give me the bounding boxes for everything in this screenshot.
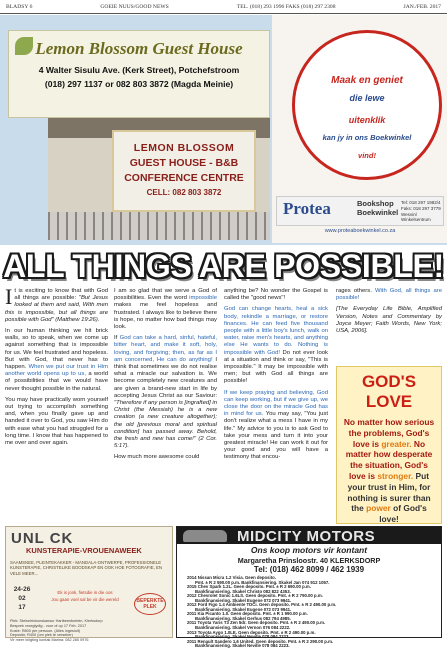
col2-p3: How much more awesome could [114,454,200,461]
building-sign-line3: CONFERENCE CENTRE [124,172,244,184]
gods-love-l7: of God's love! [379,503,427,525]
issue-date: JAN./FEB. 2017 [403,3,441,10]
limited-space-stamp: BEPERKTE PLEK [134,593,166,615]
col2-p1c: makes me feel hopeless and frustrated. I always like to believe there is hope, no matter how bad things may look. [114,302,217,331]
car-listing: 2011 Renault Sandero 1.6 United. Geen deposito. Pmt. ± R 2 290.00 p.m. [187,638,334,644]
car-listing: 2012 Ford Figo 1.4 Ambiente TDCi. Geen deposito. Pmt. ± R 2 490.00 p.m. [187,602,337,608]
drop-cap: I [5,284,13,309]
car-listing: Bankfinansiering. Skakel Vernon 076 084 2222. [195,625,291,631]
car-listing: Bankfinansiering. Skakel Christo 082 822 4353. [195,588,291,594]
unlock-logo: UNL CK [11,530,74,547]
guesthouse-phones: (018) 297 1137 or 082 803 3872 (Magda Meinie) [44,79,234,89]
car-listing: 2013 Toyota Aygo 1.0LE. Geen deposito. Pmt. ± R 2 490.00 p.m. [187,629,316,635]
page-number: BLADSY 6 [6,3,33,10]
building-sign-line2: GUEST HOUSE - B&B [129,157,239,169]
page-header [0,0,447,14]
car-listing: 2015 Chev Spark 1.2L. Geen deposito. Pmt. ± R 2 690.00 p.m. [187,584,311,590]
gods-love-l4: stronger. [377,470,414,481]
col1-p2a: In our human thinking we hit brick walls, so to speak, when we come up against something that is impossible for us. We feel frustrated and hopeless. But with God, that never has to happen. [5,328,108,371]
gods-love-l5: Put your trust in Him, for nothing is surer than the [347,470,431,514]
col4-p1b: With God, all things are possible! [336,288,442,302]
unlock-date: 24-26 02 17 [13,586,31,611]
building-sign-line4: CELL: 082 803 3872 [146,188,222,197]
protea-logo: Protea [283,199,331,218]
guesthouse-address: 4 Walter Sisulu Ave. (Kerk Street), Potchefstroom [38,65,240,75]
circle-line-1: Maak en geniet [331,75,403,86]
car-listing: Bankfinansiering. Skakel Gerhus 082 794 4985. [195,615,291,621]
col2-p2a: If [114,335,120,342]
article-column-2 [114,288,217,466]
circle-line-4: kan jy in ons Boekwinkel [322,133,412,142]
col3-p3a: If we keep praying and believing, God can keep working, but if we give up, we close the door on the miracle God has in mind for us. [224,389,328,418]
car-listing: 2011 Toyota Yaris T3 Zen 5dr. Geen deposito. Pmt. ± R 2 490.00 p.m. [187,620,326,626]
col2-p1b: impossible [189,295,217,302]
paper-contact: TEL. (018) 293 1996 FAKS (018) 297 2308 [236,3,336,10]
car-listing: 2014 Nissan Micra 1.2 Visia. Geen deposito. [187,575,277,580]
circle-line-5: vind! [358,151,376,160]
guesthouse-name: Lemon Blossom Guest House [35,39,243,58]
car-listing: 2012 Chevrolet Sonic 1.6LS. Geen deposito. Pmt. ± R 2 790.00 p.m. [187,593,323,599]
building-sign [112,130,256,212]
midcity-banner [177,527,441,544]
unlock-subtitle: KUNSTERAPIE-VROUENAWEEK [26,546,142,555]
guesthouse-sign [8,30,270,118]
car-listing: Bankfinansiering. Skakel Neville 078 084 2223. [195,634,290,640]
midcity-phone: Tel: (018) 462 8099 / 462 1939 [253,565,365,574]
col3-p1: anything be? No wonder the Gospel is called the "good news"! [224,288,328,302]
article-column-3 [224,288,328,466]
gods-love-box [336,366,442,524]
unlock-details: Plek: Stelselrinkunskansur Hartbeesfontein, Klerksdorp Besprek vroegtydig - voor of op 17 Feb. 2017 Koste: R800 per persoon. (Alles ingesluit) Deposito: R400 (om plek te verseker) Vir meer inligting kontak Marina: 082 285 0976 [10,619,103,643]
col1-p1a: t is exciting to know that with God all things are possible: [14,288,108,302]
article-column-1 [5,284,109,451]
unlock-tagline: Ek is jonk, fietsdie in die oos Jou gaan voel sal be vir die wereld [51,590,119,602]
protea-url: www.proteaboekwinkel.co.za [324,228,396,234]
midcity-street: Margaretha Prinsloostr. 40 KLERKSDORP [237,556,381,565]
col4-p1a: rages others. [336,288,375,294]
col3-p2a: God can change hearts, heal a sick body, rekindle a marriage, or restore finances. He can feed five thousand people with a little boy's lunch, walk on water, raise men's hearts, and anything else He wants to do. Nothing is impossible with God! [224,306,328,356]
unlock-activities: SAAMSNEE, PLEINTEKAKKER - MANDALA-ONTWERPE, PROFESSIONELE KUNSTERAPIE, CHRISTELIKE BOODSKAP EN OOK HOE FOTOGRAFIE, EN VELE MEER... [10,560,162,576]
col2-p2d: "Therefore if any person is [ingrafted] in Christ (the Messiah) he is a new creation (a new creature altogether); the old [previous moral and spiritual condition] has passed away. Behold, the fresh and new has come!" (2 Cor. 5:17). [114,400,217,450]
col2-p2c: I think that sometimes we do not realise what a miracle our salvation is. We become completely new creatures and are given a brand-new start in life by accepting Jesus Christ as our Saviour: [114,356,218,399]
unlock-ad [5,526,173,643]
col2-p1a: I am so glad that we serve a God of possibilities. Even the word [114,288,217,302]
col3-p2b: Do not ever look at a situation and think or say, "This is impossible." It may be impossible with men; but with God all things are possible! [224,349,328,385]
protea-contact: Tel: 018 297 1982/4 Faks: 018 297 3779 Wesvinl Winkelsentrum [401,200,441,223]
gods-love-l3: No matter how desperate the situation, God's love is [345,438,433,481]
col1-p1b: "But Jesus looked at them and said, With men this is impossible, but all things are possible with God" (Matthew 19:26). [5,295,108,323]
col2-p2b: God can take a hard, sinful, hateful, bitter heart, and make it soft, holy, loving, and forgiving; then, as far as I am concerned, He can do anything! [114,335,217,363]
car-listing: 2011 Kia Picanto 1.0. Geen deposito. Pmt. ± R 1 990.00 p.m. [187,611,308,617]
gods-love-l6: power [366,503,391,514]
protea-logo-bar [276,196,444,226]
car-listing: Bankfinansiering. Skakel Eugene 072 073 9941. [195,597,292,603]
midcity-name: MIDCITY MOTORS [237,528,376,545]
col1-p3: You may have practically worn yourself out trying to accomplish something and, when you finally gave up and handed it over to God, you saw Him do with ease what you had struggled for a long time. I know that has happened to me over and over again. [5,396,108,447]
col4-citation: [The Everyday Life Bible, Amplified Version, Notes and Commentary by Joyce Meyer; Faith Words, New York; USA, 2006]. [336,306,442,335]
protea-bookshop-label: Bookshop Boekwinkel [357,199,399,217]
gods-love-l2: greater. [381,438,412,449]
building-sign-line1: LEMON BLOSSOM [133,142,235,154]
car-listing: Pmt. ± R 2 590.00 p.m. Bankfinansiering. Skakel Jan 074 912 1057. [195,579,330,585]
bookshop-circle-badge [292,30,442,180]
article-column-4 [336,288,442,339]
midcity-motors-ad [176,526,442,649]
col1-p2b: When we put our trust in Him another world opens up to us, [5,364,109,378]
paper-name: GOEIE NUUS/GOOD NEWS [100,3,169,10]
car-icon [183,530,227,542]
midcity-car-list [187,576,439,649]
building-gate [48,212,270,240]
gods-love-title: GOD'S LOVE [361,372,417,411]
car-listing: Bankfinansiering. Skakel Eugene 072 073 9941. [195,606,292,612]
gods-love-l1: No matter how serious the problems, God's love is [343,417,435,449]
circle-line-3: uitenklik [348,115,386,125]
circle-line-2: die lewe [349,93,385,103]
col1-p2c: a world of possibilities that we would have never thought possible in the natural. [5,371,108,392]
car-listing: Bankfinansiering. Skakel Neville 078 084 2223. [195,643,290,649]
gods-love-text [341,417,437,525]
midcity-slogan: Ons koop motors vir kontant [250,545,368,555]
col3-p3b: You may say, "You just don't realize what a mess I have in my life." My advice to you is to ask God to take your mess and turn it into your greatest miracle! He can work it out for your good and you will have a testimony that encou- [224,411,329,461]
article-headline: ALL THINGS ARE POSSIBLE! [3,248,444,284]
